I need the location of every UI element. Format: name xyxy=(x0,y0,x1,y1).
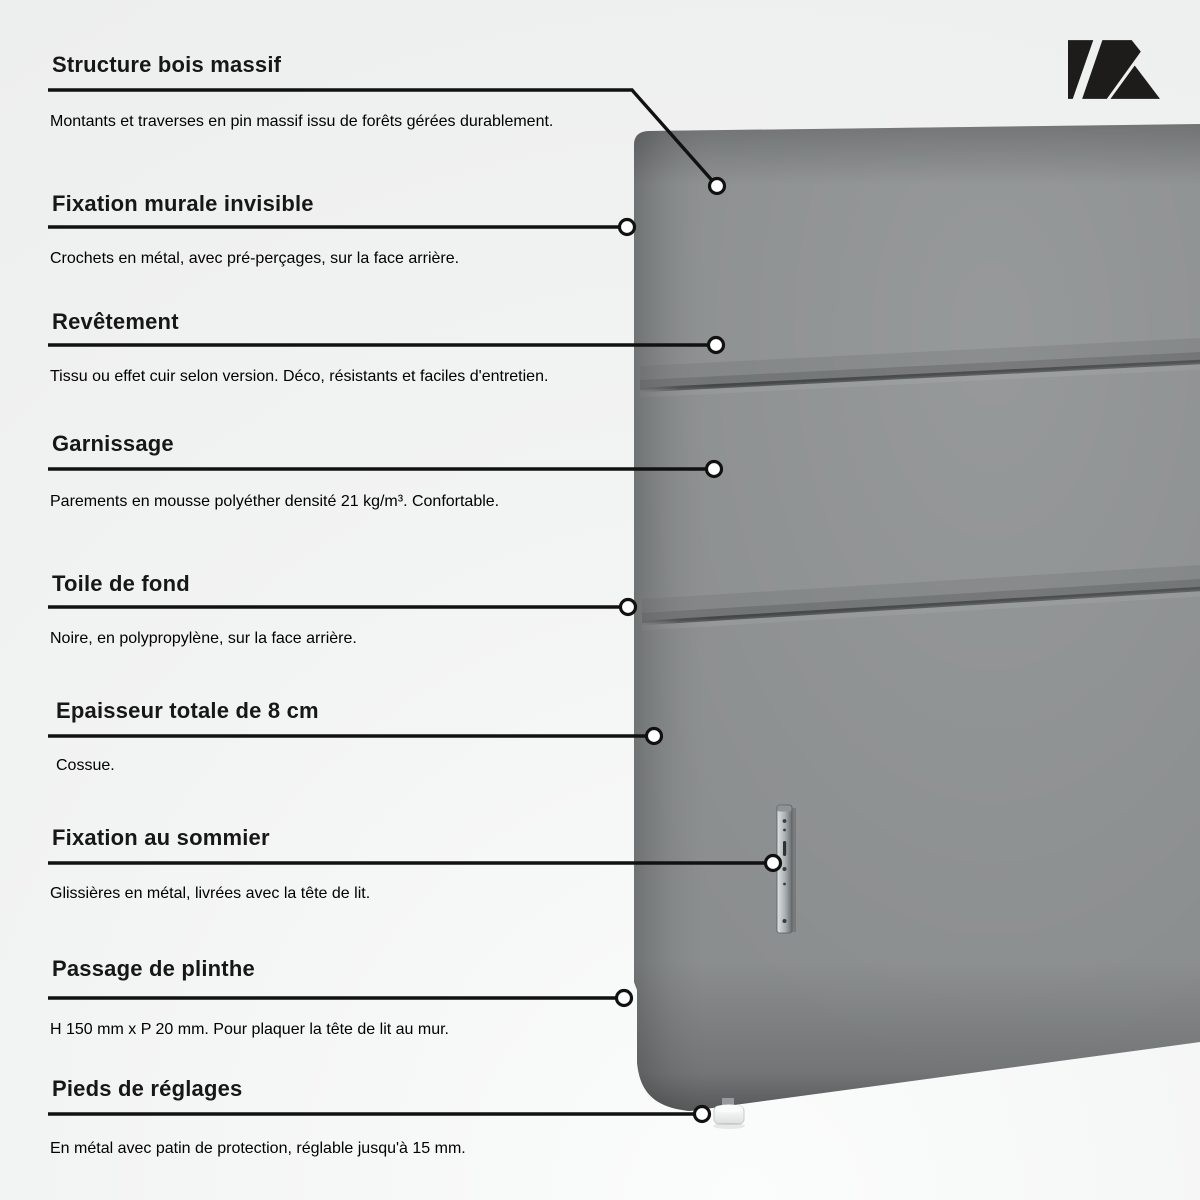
marker-dot-garnissage xyxy=(707,462,722,477)
section-title: Structure bois massif xyxy=(52,52,282,77)
section-fixation-murale xyxy=(52,192,632,216)
section-body: Noire, en polypropylène, sur la face arrière. xyxy=(50,630,357,647)
section-epaisseur xyxy=(56,699,636,723)
marker-dot-pieds xyxy=(695,1107,710,1122)
section-title: Fixation murale invisible xyxy=(52,191,314,216)
section-title: Toile de fond xyxy=(52,571,190,596)
section-title: Pieds de réglages xyxy=(52,1076,243,1101)
section-body: Parements en mousse polyéther densité 21 kg/m³. Confortable. xyxy=(50,493,500,510)
marker-dot-passage-plinthe xyxy=(617,991,632,1006)
section-title: Fixation au sommier xyxy=(52,825,270,850)
section-passage-plinthe xyxy=(52,957,632,981)
section-title: Epaisseur totale de 8 cm xyxy=(56,698,319,723)
marker-dot-toile-de-fond xyxy=(621,600,636,615)
marker-dot-structure xyxy=(710,179,725,194)
section-structure xyxy=(52,53,632,77)
section-toile-de-fond xyxy=(52,572,632,596)
marker-dot-revetement xyxy=(709,338,724,353)
brand-logo-k-icon xyxy=(1068,40,1160,99)
connector-structure xyxy=(48,90,717,186)
section-body: H 150 mm x P 20 mm. Pour plaquer la tête de lit au mur. xyxy=(50,1021,449,1038)
section-body: Montants et traverses en pin massif issu de forêts gérées durablement. xyxy=(50,113,554,130)
section-body: Cossue. xyxy=(56,757,115,774)
marker-dot-fixation-sommier xyxy=(766,856,781,871)
marker-dot-fixation-murale xyxy=(620,220,635,235)
section-title: Garnissage xyxy=(52,431,174,456)
section-title: Revêtement xyxy=(52,309,179,334)
section-title: Passage de plinthe xyxy=(52,956,255,981)
section-pieds xyxy=(52,1077,632,1101)
section-fixation-sommier xyxy=(52,826,632,850)
section-body: Tissu ou effet cuir selon version. Déco, résistants et faciles d'entretien. xyxy=(50,368,549,385)
section-revetement xyxy=(52,310,632,334)
marker-dot-epaisseur xyxy=(647,729,662,744)
section-garnissage xyxy=(52,432,632,456)
section-body: En métal avec patin de protection, réglable jusqu'à 15 mm. xyxy=(50,1140,466,1157)
section-body: Glissières en métal, livrées avec la tête de lit. xyxy=(50,885,371,902)
section-body: Crochets en métal, avec pré-perçages, sur la face arrière. xyxy=(50,250,460,267)
